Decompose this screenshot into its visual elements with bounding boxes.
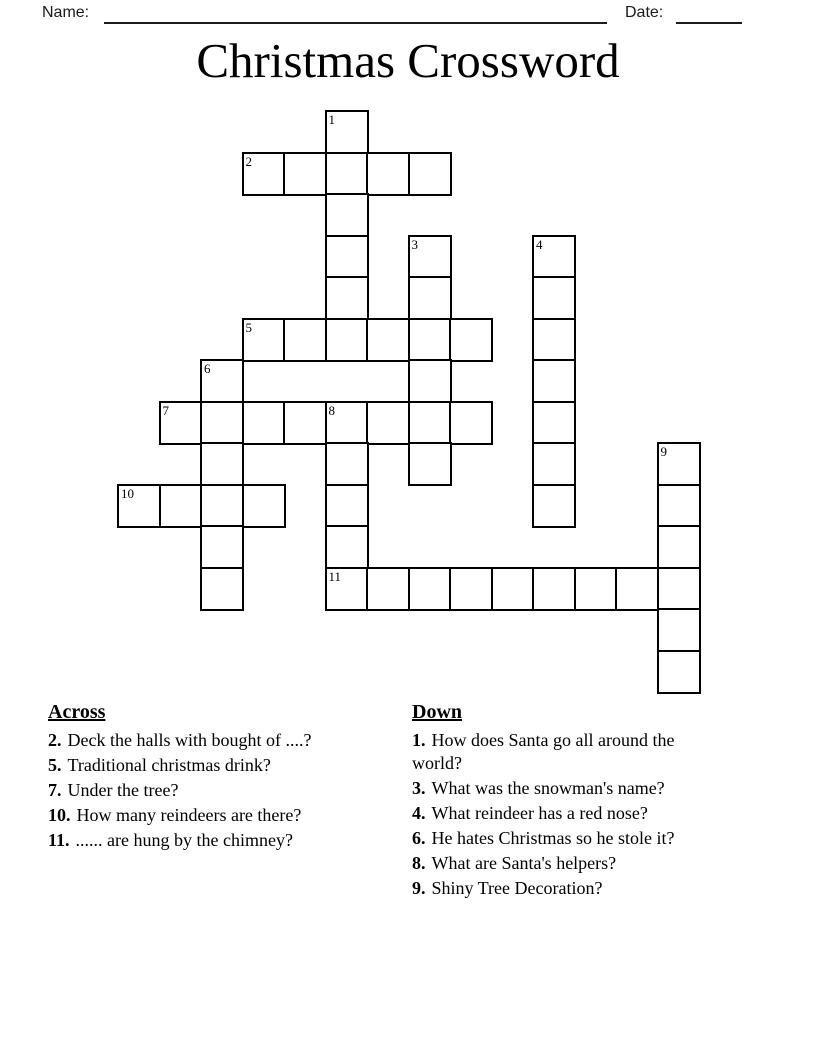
clue-number: 9. [412, 877, 426, 898]
grid-cell-number: 1 [328, 112, 335, 127]
grid-cell[interactable] [366, 318, 410, 362]
grid-cell-number: 2 [245, 153, 252, 169]
grid-cell[interactable] [325, 442, 369, 486]
grid-cell[interactable] [325, 110, 369, 154]
clue-text: Deck the halls with bought of ....? [67, 730, 312, 750]
grid-cell[interactable] [242, 152, 286, 196]
clue-across-10 [48, 804, 348, 827]
grid-cell[interactable] [283, 318, 327, 362]
clue-text: How many reindeers are there? [76, 805, 302, 825]
clue-text: Shiny Tree Decoration? [431, 877, 603, 898]
grid-cell-number: 8 [328, 402, 335, 418]
clue-across-11 [48, 829, 348, 852]
grid-cell[interactable] [408, 152, 452, 196]
grid-cell[interactable] [657, 650, 701, 694]
grid-cell[interactable] [532, 235, 576, 279]
crossword-grid [117, 110, 701, 694]
page-title: Christmas Crossword [196, 33, 620, 88]
grid-cell[interactable] [325, 401, 369, 445]
clue-number: 5. [48, 755, 62, 775]
grid-cell[interactable] [615, 567, 659, 611]
grid-cell[interactable] [242, 401, 286, 445]
grid-cell[interactable] [657, 608, 701, 652]
across-clues-section [48, 700, 348, 854]
grid-cell-number: 10 [121, 485, 134, 501]
clue-across-5 [48, 754, 348, 777]
grid-cell[interactable] [408, 442, 452, 486]
clue-text: What reindeer has a red nose? [431, 802, 648, 823]
clue-down-4 [412, 802, 724, 825]
clue-text: ...... are hung by the chimney? [75, 830, 293, 850]
grid-cell[interactable] [532, 318, 576, 362]
grid-cell[interactable] [449, 401, 493, 445]
clue-number: 7. [48, 780, 62, 800]
grid-cell[interactable] [200, 567, 244, 611]
clue-down-6 [412, 827, 724, 850]
grid-cell[interactable] [242, 484, 286, 528]
clue-across-2 [48, 729, 348, 752]
grid-cell[interactable] [532, 442, 576, 486]
clue-text: What was the snowman's name? [431, 777, 665, 798]
grid-cell[interactable] [283, 401, 327, 445]
clue-text: Traditional christmas drink? [67, 755, 271, 775]
clue-text: What are Santa's helpers? [431, 852, 617, 873]
clue-number: 3. [412, 777, 426, 798]
clue-text: How does Santa go all around the world? [412, 730, 675, 773]
grid-cell-number: 4 [536, 236, 543, 252]
grid-cell[interactable] [366, 401, 410, 445]
grid-cell[interactable] [449, 318, 493, 362]
grid-cell[interactable] [325, 276, 369, 320]
name-blank-line[interactable] [104, 2, 607, 24]
grid-cell[interactable] [159, 401, 203, 445]
grid-cell[interactable] [408, 359, 452, 403]
grid-cell[interactable] [366, 152, 410, 196]
grid-cell[interactable] [325, 567, 369, 611]
grid-cell[interactable] [200, 484, 244, 528]
grid-cell[interactable] [117, 484, 161, 528]
down-clues-section [412, 700, 724, 902]
grid-cell-number: 5 [245, 319, 252, 335]
grid-cell[interactable] [657, 484, 701, 528]
grid-cell[interactable] [242, 318, 286, 362]
name-label: Name: [42, 4, 90, 21]
grid-cell-number: 3 [411, 236, 418, 252]
grid-cell[interactable] [325, 525, 369, 569]
grid-cell[interactable] [657, 525, 701, 569]
clue-number: 4. [412, 802, 426, 823]
clue-number: 6. [412, 827, 426, 848]
grid-cell-number: 11 [328, 568, 342, 584]
date-blank-line[interactable] [676, 2, 742, 24]
grid-cell[interactable] [325, 193, 369, 237]
grid-cell-number: 7 [162, 402, 169, 418]
grid-cell[interactable] [283, 152, 327, 196]
grid-cell[interactable] [449, 567, 493, 611]
grid-cell[interactable] [532, 276, 576, 320]
clue-down-1 [412, 729, 724, 774]
grid-cell[interactable] [366, 567, 410, 611]
grid-cell[interactable] [408, 276, 452, 320]
grid-cell[interactable] [532, 359, 576, 403]
grid-cell[interactable] [325, 484, 369, 528]
grid-cell[interactable] [325, 152, 369, 196]
grid-cell[interactable] [491, 567, 535, 611]
clue-down-9 [412, 877, 724, 900]
date-label: Date: [625, 4, 664, 21]
grid-cell[interactable] [532, 567, 576, 611]
clue-text: He hates Christmas so he stole it? [431, 827, 675, 848]
clue-down-8 [412, 852, 724, 875]
grid-cell[interactable] [532, 484, 576, 528]
grid-cell[interactable] [408, 401, 452, 445]
grid-cell[interactable] [200, 359, 244, 403]
grid-cell[interactable] [200, 401, 244, 445]
down-heading: Down [412, 701, 463, 723]
grid-cell[interactable] [159, 484, 203, 528]
grid-cell[interactable] [325, 318, 369, 362]
clue-down-3 [412, 777, 724, 800]
clue-number: 1. [412, 730, 426, 750]
grid-cell[interactable] [574, 567, 618, 611]
clue-across-7 [48, 779, 348, 802]
grid-cell-number: 6 [204, 361, 211, 376]
grid-cell[interactable] [200, 442, 244, 486]
clue-number: 10. [48, 805, 71, 825]
clue-number: 11. [48, 830, 70, 850]
grid-cell[interactable] [408, 567, 452, 611]
across-heading: Across [48, 701, 106, 723]
grid-cell[interactable] [200, 525, 244, 569]
grid-cell-number: 9 [660, 444, 667, 459]
clue-number: 2. [48, 730, 62, 750]
grid-cell[interactable] [532, 401, 576, 445]
grid-cell[interactable] [657, 567, 701, 611]
grid-cell[interactable] [408, 235, 452, 279]
clue-text: Under the tree? [67, 780, 179, 800]
clue-number: 8. [412, 852, 426, 873]
grid-cell[interactable] [408, 318, 452, 362]
grid-cell[interactable] [325, 235, 369, 279]
grid-cell[interactable] [657, 442, 701, 486]
